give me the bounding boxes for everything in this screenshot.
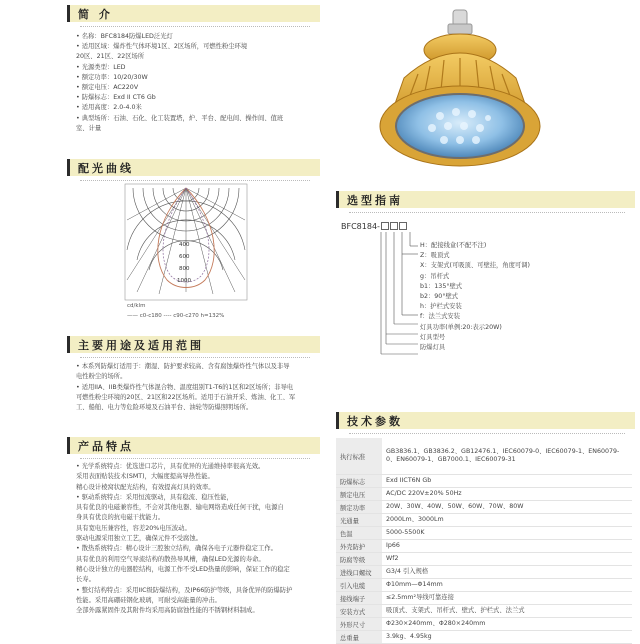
feature-line: • 整灯结构特点：采用IIC级防爆结构，及IP66防护等级，具备优异的防爆防护 bbox=[76, 586, 293, 594]
spec-value: Wf2 bbox=[382, 553, 632, 566]
feature-line: 精心设计棱窝状配光结构，有效提高灯具的效率。 bbox=[76, 483, 215, 491]
model-code-item: b2：90°壁式 bbox=[420, 293, 459, 301]
spec-key: 进线口螺纹 bbox=[336, 566, 382, 579]
feature-line: 具有优良的利用空气导流结构的散热导风槽，确保LED光源的寿命。 bbox=[76, 555, 265, 563]
spec-key: 额定电压 bbox=[336, 488, 382, 501]
intro-item: • 适用区域：爆炸性气体环境1区、2区场所，可燃性粉尘环境 bbox=[76, 43, 248, 51]
model-code-item: 灯具功率(单例:20:表示20W) bbox=[420, 323, 502, 331]
spec-key: 执行标准 bbox=[336, 438, 382, 475]
table-row bbox=[336, 540, 632, 553]
spec-key: 外形尺寸 bbox=[336, 618, 382, 631]
divider bbox=[80, 458, 310, 459]
table-row bbox=[336, 553, 632, 566]
feature-line: 采用表面贴装技术(SMT)，大幅度提高导热性能。 bbox=[76, 473, 214, 481]
table-row bbox=[336, 579, 632, 592]
spec-key: 光通量 bbox=[336, 514, 382, 527]
section-title: 选型指南 bbox=[347, 194, 403, 207]
model-code-item: h：护栏式安装 bbox=[420, 303, 462, 311]
spec-value: 5000-5500K bbox=[382, 527, 632, 540]
intro-item: • 光源类型：LED bbox=[76, 63, 126, 71]
spec-value: Φ230×240mm、Φ280×240mm bbox=[382, 618, 632, 631]
model-code bbox=[341, 222, 407, 231]
usage-text bbox=[76, 362, 326, 413]
model-prefix: BFC8184- bbox=[341, 222, 380, 231]
spec-value: Exd IICT6N Gb bbox=[382, 475, 632, 488]
table-row bbox=[336, 631, 632, 644]
section-header-light-curve bbox=[67, 159, 320, 176]
section-title: 技术参数 bbox=[347, 415, 403, 428]
feature-line: 具有优良的电磁兼容性，不会对其他电器、输电网络造成任何干扰，电源自 bbox=[76, 504, 284, 512]
table-row bbox=[336, 566, 632, 579]
feature-line: • 光学系统特点：优选进口芯片，具有优异的光通维持率很高光效。 bbox=[76, 463, 265, 470]
spec-key: 安装方式 bbox=[336, 605, 382, 618]
model-code-item: X：支架式(可吸顶、可壁挂，角度可调) bbox=[420, 262, 530, 270]
model-code-brackets bbox=[380, 232, 420, 364]
intro-item: • 额定电压：AC220V bbox=[76, 84, 139, 92]
section-header-usage bbox=[67, 336, 320, 353]
feature-line: • 驱动系统特点：采用恒流驱动，具有稳流、稳压性能， bbox=[76, 493, 233, 501]
chart-legend: —— c0-c180 ---- c90-c270 h=132% bbox=[127, 313, 225, 319]
table-row bbox=[336, 618, 632, 631]
spec-value: 吸顶式、支架式、吊杆式、壁式、护栏式、法兰式 bbox=[382, 605, 632, 618]
feature-line: 精心设计独立的电器腔结构，电源工作不受LED热量的影响，保证工作的稳定 bbox=[76, 565, 290, 573]
spec-value: 20W、30W、40W、50W、60W、70W、80W bbox=[382, 501, 632, 514]
spec-key: 接线端子 bbox=[336, 592, 382, 605]
intro-item: • 适用高度：2.0-4.0米 bbox=[76, 104, 142, 112]
section-title: 简 介 bbox=[78, 8, 113, 21]
section-header-features bbox=[67, 437, 320, 454]
feature-line: 驱动电源采用独立工艺，确保元件不受腐蚀。 bbox=[76, 535, 202, 543]
divider bbox=[80, 26, 310, 27]
spec-value: Φ10mm—Φ14mm bbox=[382, 579, 632, 592]
spec-key: 外壳防护 bbox=[336, 540, 382, 553]
section-title: 产品特点 bbox=[78, 440, 134, 453]
chart-tick-label: 600 bbox=[179, 254, 190, 260]
code-box bbox=[390, 222, 398, 230]
spec-value: ≤2.5mm²导线可靠连接 bbox=[382, 592, 632, 605]
table-row bbox=[336, 514, 632, 527]
intro-item: • 额定功率：10/20/30W bbox=[76, 73, 148, 81]
light-distribution-chart bbox=[115, 180, 255, 322]
intro-item: • 名称：BFC8184防爆LED泛光灯 bbox=[76, 33, 173, 40]
usage-line: • 适用IIA、IIB类爆炸性气体混合物、温度组别T1-T6的1区和2区场所；非导电 bbox=[76, 383, 294, 391]
table-row bbox=[336, 501, 632, 514]
spec-key: 防爆标志 bbox=[336, 475, 382, 488]
spec-value: Ip66 bbox=[382, 540, 632, 553]
chart-tick-label: 800 bbox=[179, 266, 190, 272]
spec-key: 色温 bbox=[336, 527, 382, 540]
section-header-selection bbox=[336, 191, 635, 208]
spec-value: 2000Lm、3000Lm bbox=[382, 514, 632, 527]
feature-line: 具有宽电压兼容性，容差20%电压波动。 bbox=[76, 524, 191, 532]
spec-table bbox=[336, 438, 632, 644]
intro-list bbox=[76, 32, 326, 134]
section-header-intro bbox=[67, 5, 320, 22]
model-code-item: f：法兰式安装 bbox=[420, 313, 460, 321]
spec-key: 总重量 bbox=[336, 631, 382, 644]
intro-item: 室、计量 bbox=[76, 124, 102, 132]
feature-line: • 散热系统特点：精心设计三腔独立结构，确保各电子元器件稳定工作。 bbox=[76, 545, 277, 553]
divider bbox=[80, 357, 310, 358]
intro-item: • 防爆标志：Exd II CT6 Gb bbox=[76, 94, 156, 102]
section-header-tech bbox=[336, 412, 635, 429]
spec-key: 引入电缆 bbox=[336, 579, 382, 592]
lamp-product-image bbox=[360, 8, 560, 176]
intro-item: • 典型场所：石油、石化、化工装置塔，炉、平台、配电间、操作间、值班 bbox=[76, 114, 284, 122]
spec-value: 3.9kg、4.95kg bbox=[382, 631, 632, 644]
divider bbox=[349, 212, 625, 213]
spec-value: GB3836.1、GB3836.2、GB12476.1、IEC60079-0、IEC60079-1、EN60079-0、EN60079-1、GB7000.1、IEC60079-31 bbox=[382, 438, 632, 475]
feature-line: 身具有优良的抗电磁干扰能力。 bbox=[76, 514, 165, 522]
table-row bbox=[336, 488, 632, 501]
intro-item: 20区、21区、22区场所 bbox=[76, 53, 145, 61]
model-code-list bbox=[420, 241, 630, 353]
usage-line: 电性粉尘的场所。 bbox=[76, 373, 127, 381]
table-row bbox=[336, 527, 632, 540]
usage-line: 可燃性粉尘环境的20区、21区和22区场所。适用于石油开采、炼油、化工、军 bbox=[76, 393, 296, 401]
model-code-item: g：吊杆式 bbox=[420, 272, 450, 280]
spec-value: AC/DC 220V±20% 50Hz bbox=[382, 488, 632, 501]
code-box bbox=[399, 222, 407, 230]
spec-key: 额定功率 bbox=[336, 501, 382, 514]
model-code-item: b1：135°壁式 bbox=[420, 282, 463, 290]
model-code-item: Z：吸顶式 bbox=[420, 252, 450, 260]
chart-unit: cd/klm bbox=[127, 303, 146, 309]
table-row bbox=[336, 475, 632, 488]
features-text bbox=[76, 462, 326, 616]
section-title: 配光曲线 bbox=[78, 162, 134, 175]
code-box bbox=[381, 222, 389, 230]
table-row bbox=[336, 438, 632, 475]
table-row bbox=[336, 605, 632, 618]
model-code-item: H：配接线盒(不配不注) bbox=[420, 242, 487, 249]
usage-line: 工、船舶、电力等危险环境及石油平台、油轮等防爆照明场所。 bbox=[76, 404, 253, 412]
spec-value: G3/4 引入规格 bbox=[382, 566, 632, 579]
usage-line: • 本系列防爆灯适用于：潮湿、防护要求较高、含有腐蚀爆炸性气体以及非导 bbox=[76, 363, 290, 370]
feature-line: 全部外露紧固件及其附件均采用高防腐蚀性能的不锈钢材料制成。 bbox=[76, 607, 259, 615]
section-title: 主要用途及适用范围 bbox=[78, 339, 204, 352]
spec-key: 防腐等级 bbox=[336, 553, 382, 566]
chart-tick-label: 1000 bbox=[177, 278, 191, 284]
feature-line: 性能。采用高硼硅钢化玻璃，可耐受高能量的冲击。 bbox=[76, 596, 221, 604]
model-code-item: 防爆灯具 bbox=[420, 344, 446, 352]
chart-tick-label: 400 bbox=[179, 242, 190, 248]
divider bbox=[349, 433, 625, 434]
feature-line: 长寿。 bbox=[76, 576, 95, 584]
table-row bbox=[336, 592, 632, 605]
model-code-item: 灯具型号 bbox=[420, 333, 446, 341]
